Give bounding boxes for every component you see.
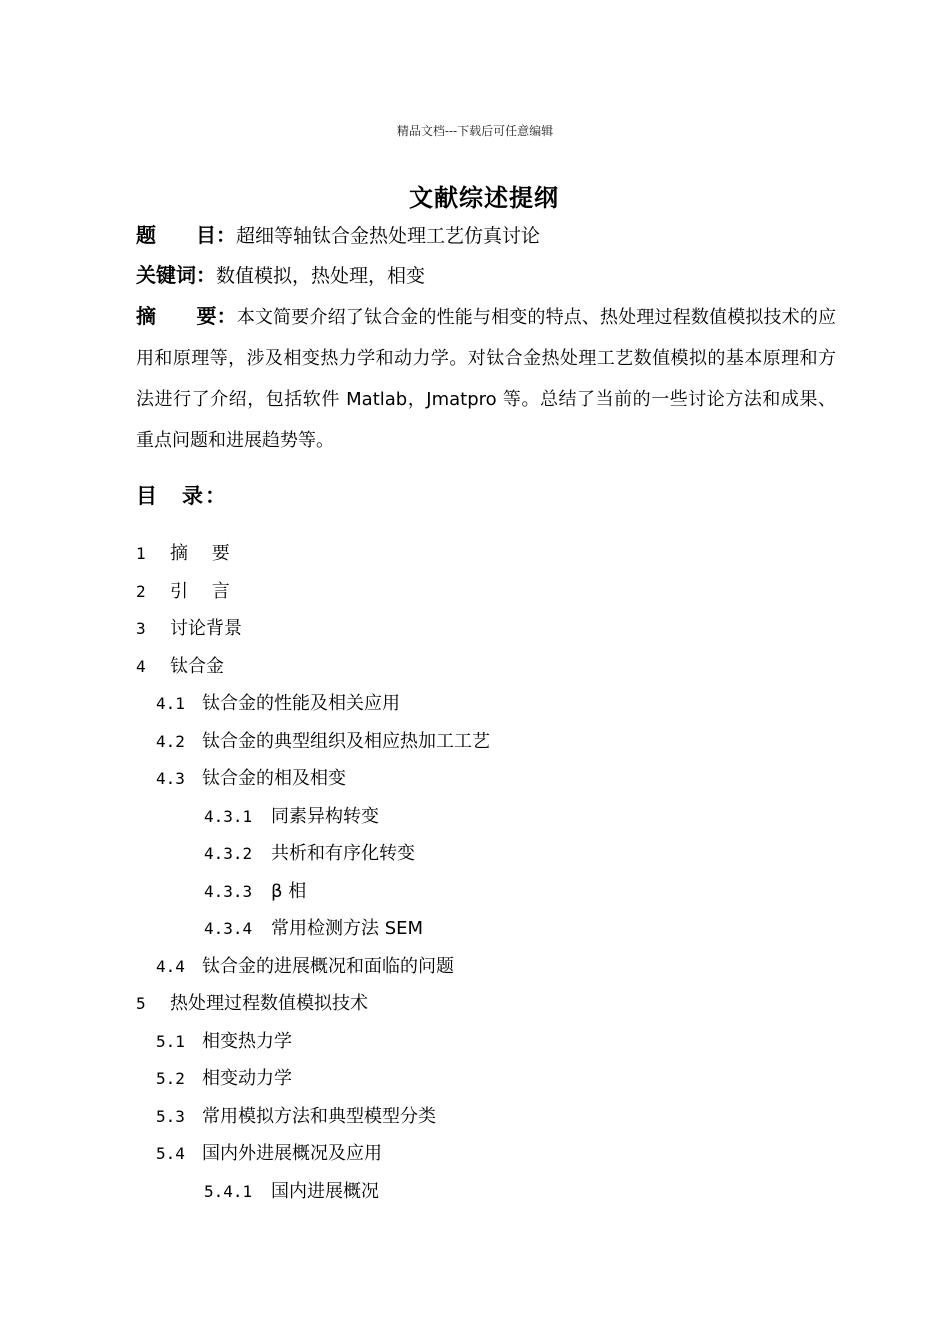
toc-text: 常用模拟方法和典型模型分类 [202, 1105, 436, 1127]
toc-number: 5.3 [156, 1106, 185, 1126]
toc-item [0, 1028, 950, 1066]
toc-item [0, 840, 950, 878]
toc-number: 4.3.2 [204, 844, 253, 863]
toc-text: β 相 [271, 880, 307, 902]
toc-item [0, 803, 950, 841]
toc-text: 钛合金的性能及相关应用 [202, 693, 400, 714]
toc-number: 5 [136, 994, 146, 1013]
toc-number: 5.1 [156, 1031, 185, 1051]
toc-heading: 目 录： [136, 484, 228, 508]
toc-text: 讨论背景 [170, 618, 242, 639]
keywords-label: 关键词： [136, 263, 216, 287]
toc-number: 4 [136, 656, 146, 676]
subject-value: 超细等轴钛合金热处理工艺仿真讨论 [236, 225, 541, 247]
toc-item [0, 990, 950, 1028]
toc-text: 钛合金的相及相变 [202, 768, 346, 789]
table-of-contents [0, 540, 950, 1215]
toc-number: 4.3 [156, 769, 185, 788]
toc-item [0, 540, 950, 578]
toc-text: 钛合金的典型组织及相应热加工工艺 [202, 730, 490, 752]
toc-item [0, 690, 950, 728]
toc-text: 引 言 [170, 580, 230, 602]
toc-item [0, 1103, 950, 1141]
toc-number: 1 [136, 544, 146, 563]
toc-text: 钛合金的进展概况和面临的问题 [202, 955, 454, 977]
toc-number: 3 [136, 619, 146, 638]
toc-text: 相变动力学 [202, 1068, 292, 1089]
toc-item [0, 728, 950, 766]
toc-item [0, 615, 950, 653]
toc-item [0, 765, 950, 803]
abstract-paragraph [136, 296, 836, 461]
toc-text: 常用检测方法 SEM [271, 918, 424, 939]
toc-number: 5.4.1 [204, 1181, 253, 1201]
toc-item [0, 653, 950, 691]
toc-text: 共析和有序化转变 [271, 843, 415, 864]
toc-number: 4.1 [156, 694, 185, 713]
abstract-label: 摘 要： [136, 304, 237, 328]
toc-number: 4.3.3 [204, 881, 253, 901]
toc-number: 4.4 [156, 956, 185, 976]
toc-number: 5.2 [156, 1069, 185, 1088]
toc-number: 4.2 [156, 731, 185, 751]
toc-item [0, 1178, 950, 1216]
toc-text: 相变热力学 [202, 1030, 292, 1052]
keywords-value: 数值模拟，热处理，相变 [216, 265, 426, 287]
toc-item [0, 915, 950, 953]
subject-line [136, 219, 540, 248]
toc-number: 4.3.1 [204, 806, 253, 826]
toc-text: 国内进展概况 [271, 1180, 379, 1202]
toc-item [0, 1140, 950, 1178]
abstract-text: 本文简要介绍了钛合金的性能与相变的特点、热处理过程数值模拟技术的应用和原理等，涉及相变热力学和动力学。对钛合金热处理工艺数值模拟的基本原理和方法进行了介绍，包括软件 Matlab，Jmatpro 等。总结了当前的一些讨论方法和成果、重点问题和进展趋势等。 [136, 307, 836, 451]
toc-text: 钛合金 [170, 655, 224, 677]
toc-number: 2 [136, 581, 146, 601]
header-note: 精品文档---下载后可任意编辑 [396, 124, 554, 138]
toc-text: 国内外进展概况及应用 [202, 1143, 382, 1164]
toc-number: 5.4 [156, 1144, 185, 1163]
toc-item [0, 578, 950, 616]
toc-text: 摘 要 [170, 543, 230, 564]
toc-item [0, 878, 950, 916]
toc-number: 4.3.4 [204, 919, 253, 938]
keywords-line [136, 259, 425, 288]
toc-item [0, 953, 950, 991]
document-title: 文献综述提纲 [409, 183, 559, 212]
toc-text: 热处理过程数值模拟技术 [170, 993, 368, 1014]
subject-label: 题 目： [136, 223, 236, 247]
toc-text: 同素异构转变 [271, 805, 379, 827]
toc-item [0, 1065, 950, 1103]
